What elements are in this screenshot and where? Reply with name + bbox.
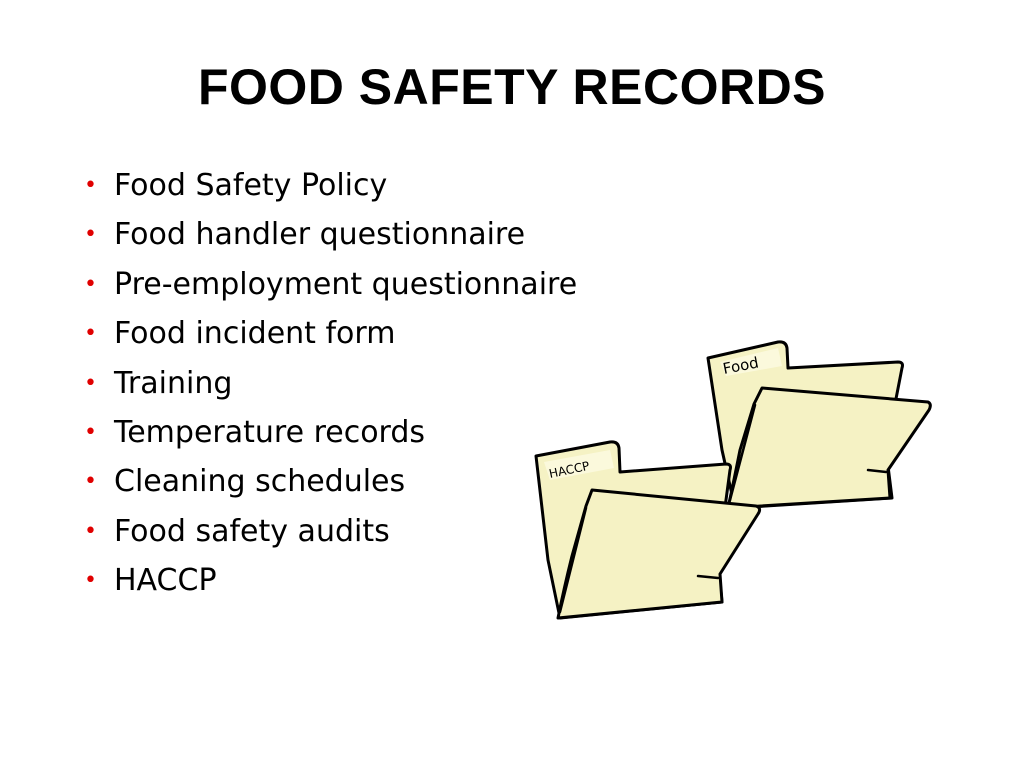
bullet-icon: • (84, 518, 97, 544)
list-item (84, 168, 577, 217)
list-item-text: Food safety audits (114, 513, 390, 549)
list-item (84, 366, 577, 415)
bullet-list (84, 168, 577, 613)
bullet-icon: • (84, 271, 97, 297)
bullet-icon: • (84, 370, 97, 396)
bullet-icon: • (84, 568, 97, 594)
list-item (84, 316, 577, 365)
bullet-icon: • (84, 419, 97, 445)
bullet-icon: • (84, 222, 97, 248)
bullet-icon: • (84, 469, 97, 495)
folder-tab-label: Food (721, 353, 761, 378)
folder-food-icon (708, 342, 930, 508)
bullet-icon: • (84, 321, 97, 347)
list-item (84, 267, 577, 316)
list-item (84, 563, 577, 612)
folder-haccp-icon (536, 442, 760, 618)
list-item-text: Food handler questionnaire (114, 217, 526, 253)
bullet-icon: • (84, 173, 97, 198)
list-item-text: HACCP (114, 563, 217, 599)
folders-illustration (530, 330, 940, 630)
list-item-text: Pre-employment questionnaire (114, 266, 578, 302)
list-item (84, 464, 577, 513)
list-item (84, 514, 577, 563)
list-item-text: Temperature records (114, 414, 426, 450)
list-item-text: Training (114, 365, 233, 401)
list-item-text: Cleaning schedules (114, 464, 406, 500)
list-item-text: Food Safety Policy (114, 168, 388, 203)
list-item (84, 415, 577, 464)
folder-tab-label: HACCP (547, 458, 591, 481)
list-item (84, 217, 577, 266)
folders-clipart (530, 330, 940, 630)
list-item-text: Food incident form (114, 316, 396, 352)
slide-title: FOOD SAFETY RECORDS (197, 59, 827, 115)
